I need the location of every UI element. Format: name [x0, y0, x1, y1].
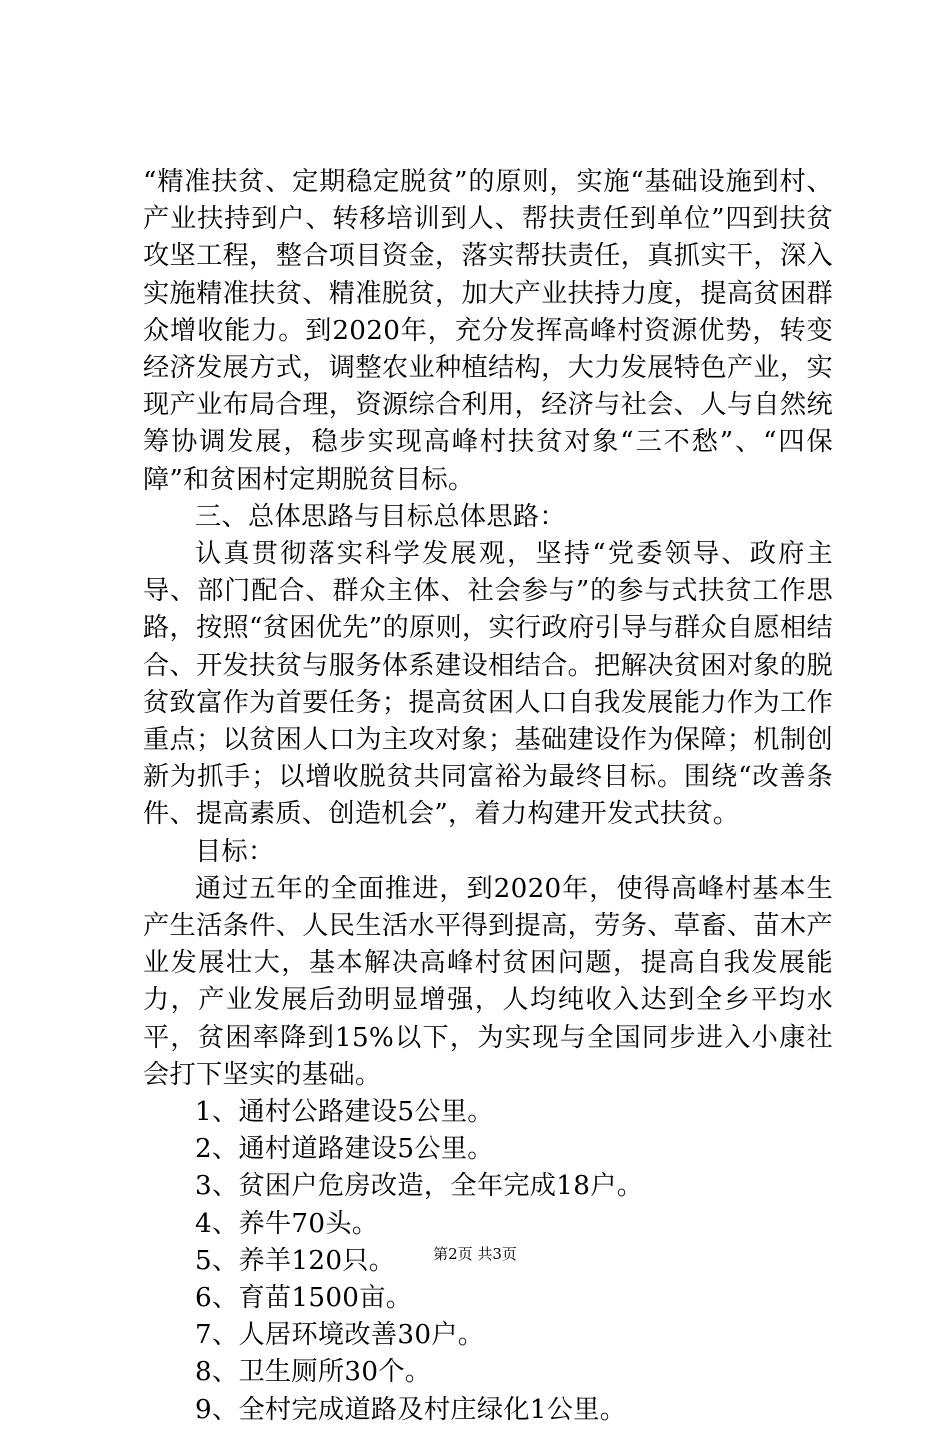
target-label: 目标： — [195, 836, 275, 867]
paragraph-overall-approach: 认真贯彻落实科学发展观，坚持“党委领导、政府主导、部门配合、群众主体、社会参与”的参与式扶贫工作思路，按照“贫困优先”的原则，实行政府引导与群众自愿相结合、开发扶贫与服务体系建设相结合。把解决贫困对象的脱贫致富作为首要任务；提高贫困人口自我发展能力作为工作重点；以贫困人口为主攻对象；基础建设作为保障；机制创新为抓手；以增收脱贫共同富裕为最终目标。围绕“改善条件、提高素质、创造机会”，着力构建开发式扶贫。 — [143, 539, 833, 830]
target-item-2: 2、通村道路建设5公里。 — [195, 1134, 494, 1165]
section-heading-overall-approach: 三、总体思路与目标总体思路： — [195, 501, 566, 532]
paragraph-principle: “精准扶贫、定期稳定脱贫”的原则，实施“基础设施到村、产业扶持到户、转移培训到人、帮扶责任到单位”四到扶贫攻坚工程，整合项目资金，落实帮扶责任，真抓实干，深入实施精准扶贫、精准脱贫，加大产业扶持力度，提高贫困群众增收能力。到2020年，充分发挥高峰村资源优势，转变经济发展方式，调整农业种植结构，大力发展特色产业，实现产业布局合理，资源综合利用，经济与社会、人与自然统筹协调发展，稳步实现高峰村扶贫对象“三不愁”、“四保障”和贫困村定期脱贫目标。 — [143, 167, 833, 495]
target-item-7: 7、人居环境改善30户。 — [195, 1320, 485, 1351]
target-item-8: 8、卫生厕所30个。 — [195, 1357, 432, 1388]
target-item-3: 3、贫困户危房改造，全年完成18户。 — [195, 1171, 644, 1202]
target-item-6: 6、育苗1500亩。 — [195, 1283, 413, 1314]
target-item-1: 1、通村公路建设5公里。 — [195, 1097, 494, 1128]
target-item-4: 4、养牛70头。 — [195, 1208, 379, 1239]
document-body — [143, 164, 833, 1429]
paragraph-targets-summary: 通过五年的全面推进，到2020年，使得高峰村基本生产生活条件、人民生活水平得到提高，劳务、草畜、苗木产业发展壮大，基本解决高峰村贫困问题，提高自我发展能力，产业发展后劲明显增强，人均纯收入达到全乡平均水平，贫困率降到15%以下，为实现与全国同步进入小康社会打下坚实的基础。 — [143, 873, 833, 1090]
target-item-5: 5、养羊120只。 — [195, 1245, 396, 1276]
page-footer: 第2页 共3页 — [433, 1245, 517, 1263]
target-item-9: 9、全村完成道路及村庄绿化1公里。 — [195, 1394, 627, 1425]
